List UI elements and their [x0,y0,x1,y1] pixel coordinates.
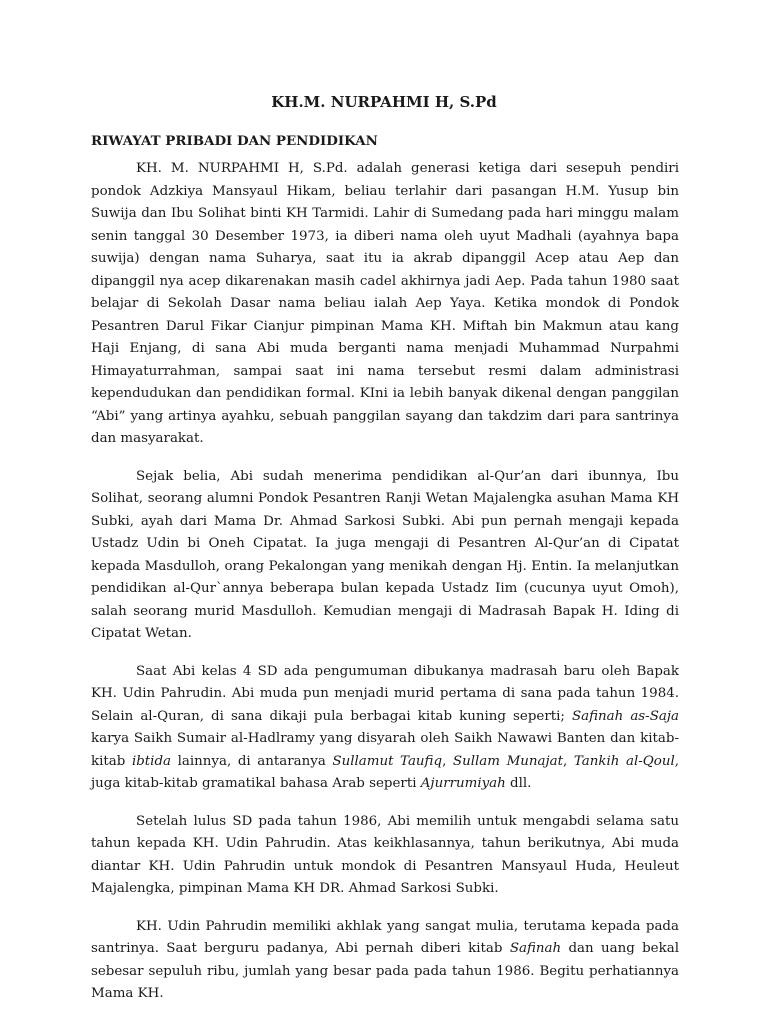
paragraph-text: dan uang bekal sebesar sepuluh ribu, jumlah yang besar pada pada tahun 1986. Begitu perhatiannya Mama KH. [91,941,679,1001]
paragraph-text: Saat Abi kelas 4 SD ada pengumuman dibukanya madrasah baru oleh Bapak KH. Udin Pahrudin. Abi muda pun menjadi murid pertama di sana pada tahun 1984. Selain al-Quran, di sana dikaji pula berbagai kitab kuning seperti; [91,663,679,724]
body-paragraph [91,466,679,646]
italic-text: Tankih al-Qoul [573,753,675,769]
paragraph-text: , [563,753,574,769]
paragraph-text: karya Saikh Sumair al-Hadlramy yang disyarah oleh Saikh Nawawi Banten dan kitab-kitab [91,731,679,769]
paragraph-text: dll. [505,776,532,791]
body-paragraph [91,811,679,901]
paragraph-text: , [442,753,453,769]
italic-text: Sullamut Taufiq [332,753,443,769]
body-paragraph [91,158,679,451]
paragraph-text: lainnya, di antaranya [171,753,333,769]
italic-text: Safinah as-Saja [571,708,679,724]
italic-text: Ajurrumiyah [420,776,506,791]
document-body [91,158,679,1021]
body-paragraph [91,916,679,1006]
paragraph-text: , juga kitab-kitab gramatikal bahasa Arab seperti [91,753,680,791]
paragraph-text: KH. Udin Pahrudin memiliki akhlak yang sangat mulia, terutama kepada pada santrinya. Saat berguru padanya, Abi pernah diberi kitab [91,918,679,956]
document-title: KH.M. NURPAHMI H, S.Pd [271,93,497,111]
section-heading: RIWAYAT PRIBADI DAN PENDIDIKAN [91,133,378,149]
body-paragraph [91,661,679,796]
italic-text: ibtida [131,753,172,769]
italic-text: Sullam Munajat [452,753,564,769]
paragraph-text: Sejak belia, Abi sudah menerima pendidikan al-Qur’an dari ibunnya, Ibu Solihat, seorang alumni Pondok Pesantren Ranji Wetan Majalengka asuhan Mama KH Subki, ayah dari Mama Dr. Ahmad Sarkosi Subki. Abi pun pernah mengaji kepada Ustadz Udin bi Oneh Cipatat. Ia juga mengaji di Pesantren Al-Qur’an di Cipatat kepada Masdulloh, orang Pekalongan yang menikah dengan Hj. Entin. Ia melanjutkan pendidikan al-Qur`annya beberapa bulan kepada Ustadz Iim (cucunya uyut Omoh), salah seorang murid Masdulloh. Kemudian mengaji di Madrasah Bapak H. Iding di Cipatat Wetan. [91,468,679,641]
paragraph-text: Setelah lulus SD pada tahun 1986, Abi memilih untuk mengabdi selama satu tahun kepada KH. Udin Pahrudin. Atas keikhlasannya, tahun berikutnya, Abi muda diantar KH. Udin Pahrudin untuk mondok di Pesantren Mansyaul Huda, Heuleut Majalengka, pimpinan Mama KH DR. Ahmad Sarkosi Subki. [91,813,679,896]
paragraph-text: KH. M. NURPAHMI H, S.Pd. adalah generasi ketiga dari sesepuh pendiri pondok Adzkiya Mansyaul Hikam, beliau terlahir dari pasangan H.M. Yusup bin Suwija dan Ibu Solihat binti KH Tarmidi. Lahir di Sumedang pada hari minggu malam senin tanggal 30 Desember 1973, ia diberi nama oleh uyut Madhali (ayahnya bapa suwija) dengan nama Suharya, saat itu ia akrab dipanggil Acep atau Aep dan dipanggil nya acep dikarenakan masih cadel akhirnya jadi Aep. Pada tahun 1980 saat belajar di Sekolah Dasar nama beliau ialah Aep Yaya. Ketika mondok di Pondok Pesantren Darul Fikar Cianjur pimpinan Mama KH. Miftah bin Makmun atau kang Haji Enjang, di sana Abi muda berganti nama menjadi Muhammad Nurpahmi Himayaturrahman, sampai saat ini nama tersebut resmi dalam administrasi kependudukan dan pendidikan formal. KIni ia lebih banyak dikenal dengan panggilan “Abi” yang artinya ayahku, sebuah panggilan sayang dan takdzim dari para santrinya dan masyarakat. [91,161,679,446]
italic-text: Safinah [509,941,562,956]
